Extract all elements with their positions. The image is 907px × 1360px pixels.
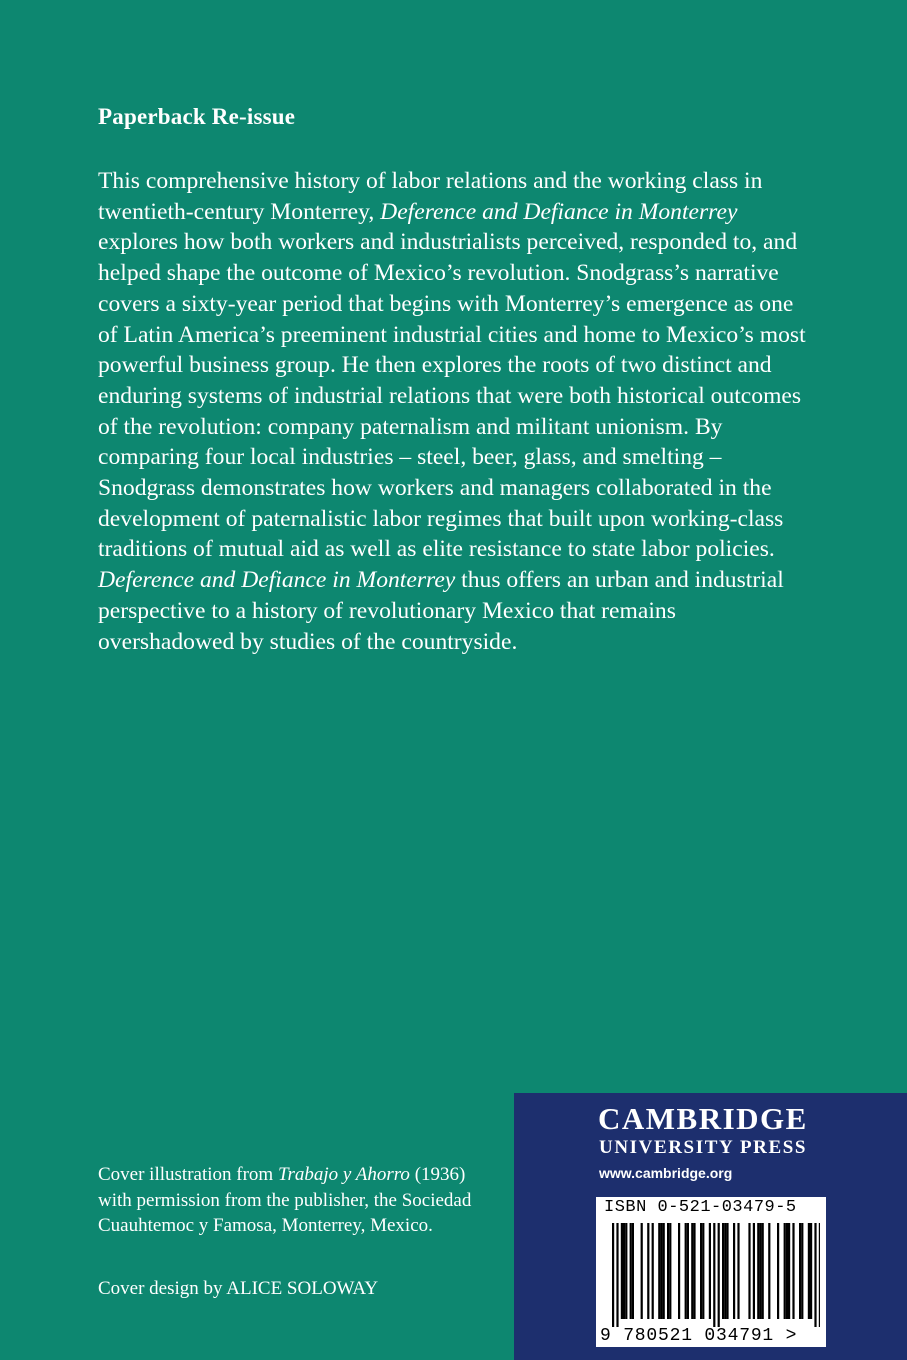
book-description: [98, 166, 813, 657]
barcode-bar: [768, 1223, 770, 1319]
book-title-italic-2: Deference and Defiance in Monterrey: [98, 567, 456, 594]
barcode-bar: [808, 1223, 810, 1319]
barcode-bar: [652, 1223, 654, 1319]
barcode-bar: [630, 1223, 632, 1319]
barcode-bar: [691, 1223, 693, 1319]
publisher-name: CAMBRIDGE: [598, 1101, 808, 1136]
barcode-bar: [792, 1223, 794, 1319]
barcode-bar: [718, 1223, 720, 1327]
barcode-bar: [687, 1223, 689, 1319]
barcode-bar: [641, 1223, 643, 1319]
barcode-bar: [663, 1223, 665, 1319]
barcode-bar: [777, 1223, 779, 1319]
description-part-1: This comprehensive history of labor relations and the working class in twentieth-century Monterrey,: [98, 168, 763, 225]
publisher-subtitle: UNIVERSITY PRESS: [599, 1137, 808, 1158]
description-part-3: thus offers an urban and industrial perspective to a history of revolutionary Mexico that remains overshadowed by studies of the countryside.: [98, 567, 784, 655]
design-credit: Cover design by ALICE SOLOWAY: [98, 1278, 379, 1299]
barcode-bar: [647, 1223, 649, 1319]
illustration-credit: [98, 1162, 488, 1239]
barcode-digits: 9 780521 034791 >: [600, 1326, 798, 1346]
barcode-bar: [726, 1223, 728, 1319]
barcode-bar: [819, 1223, 820, 1327]
barcode-bar: [801, 1223, 803, 1319]
barcode-bar: [814, 1223, 816, 1327]
barcode-bar: [667, 1223, 669, 1319]
barcode-bar: [621, 1223, 623, 1319]
credit-pre: Cover illustration from: [98, 1164, 278, 1185]
barcode-bar: [616, 1223, 618, 1327]
publisher-url: www.cambridge.org: [599, 1165, 733, 1181]
credit-source-title: Trabajo y Ahorro: [277, 1164, 410, 1185]
barcode-bar: [788, 1223, 790, 1319]
barcode-bar: [685, 1223, 687, 1319]
barcode-bar: [724, 1223, 726, 1319]
barcode-bars: [602, 1223, 820, 1327]
barcode-bar: [709, 1223, 711, 1319]
barcode-bar: [757, 1223, 759, 1319]
barcode-bar: [713, 1223, 715, 1327]
cover-heading: Paperback Re-issue: [98, 104, 296, 129]
barcode-bar: [748, 1223, 750, 1319]
barcode-bar: [786, 1223, 788, 1319]
barcode-bar: [722, 1223, 724, 1319]
barcode-bar: [762, 1223, 764, 1319]
barcode-bar: [660, 1223, 662, 1319]
barcode-bar: [678, 1223, 680, 1319]
barcode-bar: [612, 1223, 614, 1327]
credit-post: (1936) with permission from the publisher, the Sociedad Cuauhtemoc y Famosa, Monterrey, Mexico.: [98, 1164, 472, 1236]
barcode-bar: [632, 1223, 634, 1319]
barcode-bar: [733, 1223, 735, 1319]
barcode-bar: [799, 1223, 801, 1319]
isbn-label: ISBN 0-521-03479-5: [604, 1198, 797, 1217]
barcode-box: [596, 1197, 826, 1347]
description-part-2: explores how both workers and industrialists perceived, responded to, and helped shape the outcome of Mexico’s revolution. Snodgrass’s narrative covers a sixty-year period that begins with Monterrey’s emergence as one of Latin America’s preeminent industrial cities and home to Mexico’s most powerful business group. He then explores the roots of two distinct and enduring systems of industrial relations that were both historical outcomes of the revolution: company paternalism and militant unionism. By comparing four local industries – steel, beer, glass, and smelting – Snodgrass demonstrates how workers and managers collaborated in the development of paternalistic labor regimes that built upon working-class traditions of mutual aid as well as elite resistance to state labor policies.: [98, 229, 806, 563]
barcode-bar: [759, 1223, 761, 1319]
barcode-bar: [784, 1223, 786, 1319]
barcode-bar: [810, 1223, 812, 1319]
barcode-bar: [693, 1223, 695, 1319]
barcode-bar: [669, 1223, 671, 1319]
barcode-bar: [625, 1223, 627, 1319]
barcode-bar: [753, 1223, 755, 1319]
barcode-bar: [737, 1223, 739, 1319]
barcode-bar: [702, 1223, 704, 1319]
barcode-bar: [623, 1223, 625, 1319]
barcode-bar: [700, 1223, 702, 1319]
book-title-italic-1: Deference and Defiance in Monterrey: [380, 198, 738, 225]
publisher-panel: [514, 1093, 907, 1360]
barcode-bar: [658, 1223, 660, 1319]
